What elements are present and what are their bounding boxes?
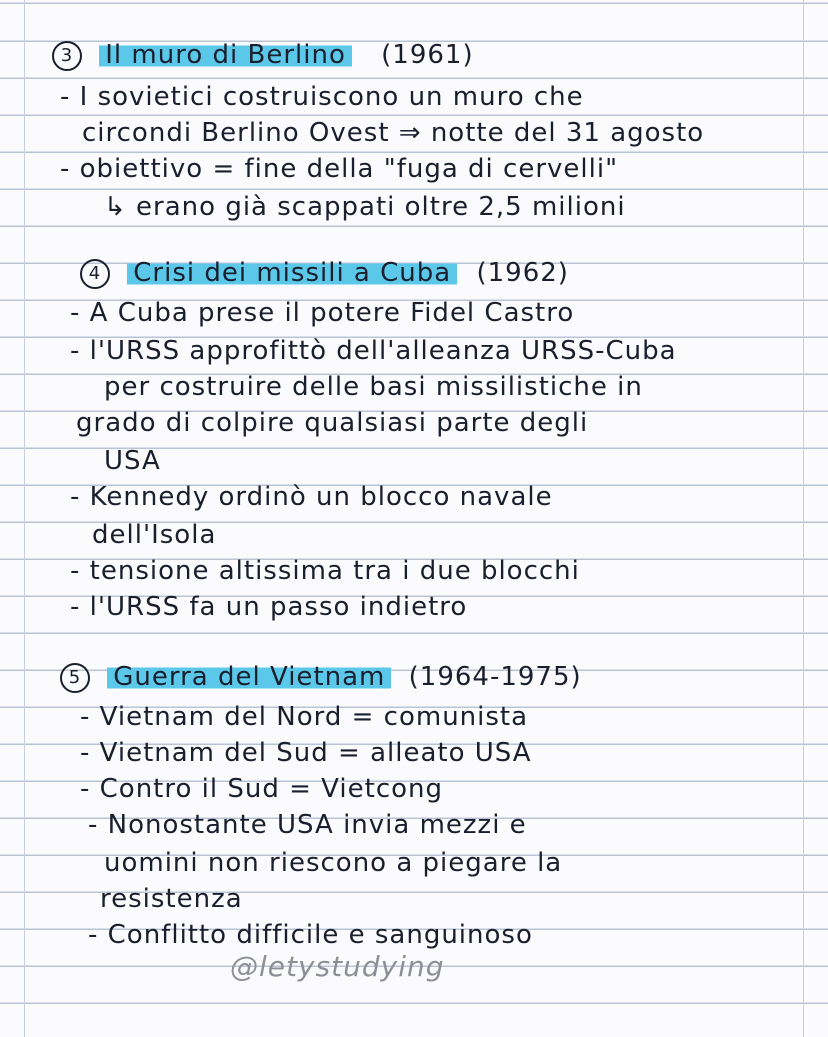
section5-number: 5 [60,663,90,693]
section3-title: Il muro di Berlino [99,40,352,70]
section4-line: USA [104,446,161,476]
section4-number: 4 [80,259,110,289]
section4-line: grado di colpire qualsiasi parte degli [76,408,589,438]
section4-title: Crisi dei missili a Cuba [127,258,457,288]
section4-line: - Kennedy ordinò un blocco navale [70,482,553,512]
section3-line: - obiettivo = fine della "fuga di cervelli" [60,154,619,184]
section5-line: - Conflitto difficile e sanguinoso [88,920,533,950]
left-margin-line [24,0,25,1037]
section4-heading [80,258,569,289]
section3-line: - I sovietici costruiscono un muro che [60,82,584,112]
section5-line: - Vietnam del Sud = alleato USA [80,738,532,768]
section4-line: dell'Isola [92,520,217,550]
section5-line: resistenza [100,884,243,914]
right-margin-line [803,0,804,1037]
section3-line: ↳ erano già scappati oltre 2,5 milioni [104,192,626,222]
section4-line: - l'URSS approfittò dell'alleanza URSS-Cuba [70,336,677,366]
section4-year: (1962) [476,258,569,288]
section5-line: - Contro il Sud = Vietcong [80,774,443,804]
section4-line: - A Cuba prese il potere Fidel Castro [70,298,575,328]
section5-heading [60,662,582,693]
watermark-signature: @letystudying [230,950,445,983]
section3-number: 3 [52,41,82,71]
section5-line: - Nonostante USA invia mezzi e [88,810,527,840]
section4-line: - tensione altissima tra i due blocchi [70,556,580,586]
section5-line: uomini non riescono a piegare la [104,848,563,878]
section3-year: (1961) [381,40,474,70]
section3-heading [52,40,474,71]
section4-line: - l'URSS fa un passo indietro [70,592,468,622]
section5-year: (1964-1975) [408,662,582,692]
section3-line: circondi Berlino Ovest ⇒ notte del 31 agosto [82,118,705,148]
section4-line: per costruire delle basi missilistiche in [104,372,643,402]
section5-title: Guerra del Vietnam [107,662,391,692]
section5-line: - Vietnam del Nord = comunista [80,702,529,732]
